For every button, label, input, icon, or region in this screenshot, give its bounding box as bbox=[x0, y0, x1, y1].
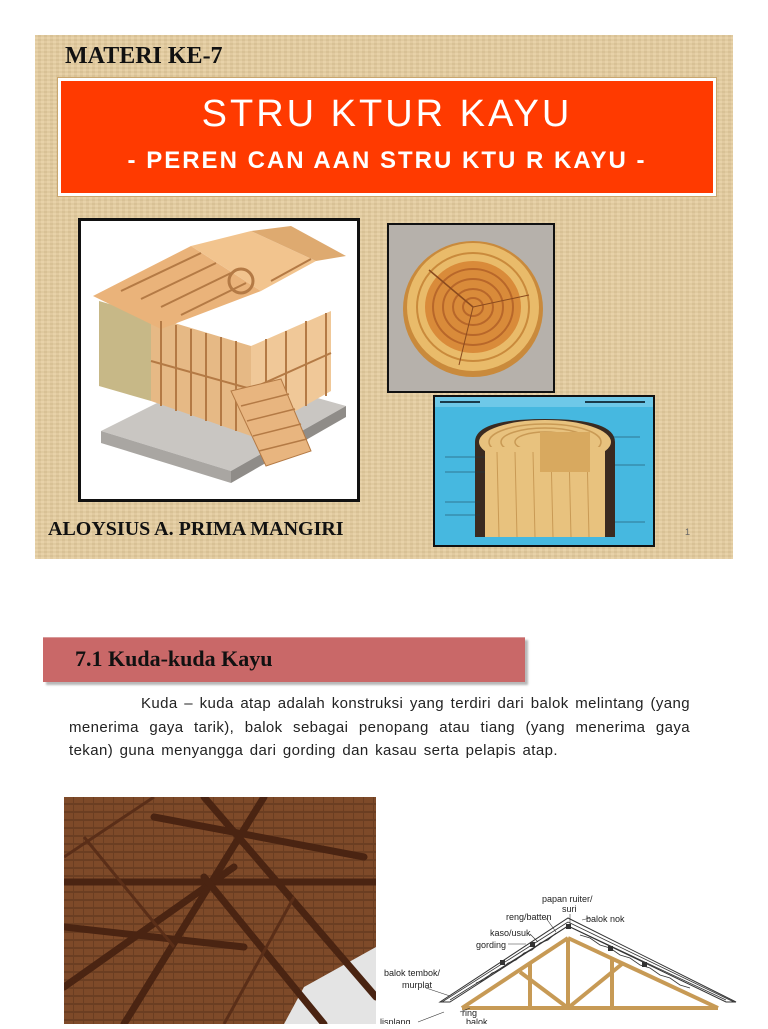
label-papan-ruiter: papan ruiter/ bbox=[542, 894, 593, 904]
materi-label: MATERI KE-7 bbox=[65, 43, 223, 69]
label-gording: gording bbox=[476, 940, 507, 950]
label-balok-nok: balok nok bbox=[586, 914, 625, 924]
house-framing-illustration bbox=[81, 221, 357, 499]
trunk-anatomy-illustration bbox=[435, 397, 653, 545]
roof-interior-illustration bbox=[64, 797, 376, 1024]
label-murplat: murplat bbox=[402, 980, 433, 990]
label-reng: reng/batten bbox=[506, 912, 552, 922]
roof-truss-diagram bbox=[380, 880, 768, 1024]
log-cross-section-image bbox=[387, 223, 555, 393]
label-ring: ring bbox=[462, 1008, 478, 1018]
tree-rings-illustration bbox=[389, 225, 553, 391]
tree-trunk-anatomy-image bbox=[433, 395, 655, 547]
section-header bbox=[43, 637, 525, 682]
slide-title: STRU KTUR KAYU bbox=[201, 93, 573, 135]
roof-truss-photo bbox=[64, 797, 376, 1024]
label-kaso: kaso/usuk bbox=[490, 928, 531, 938]
slide-subtitle: - PEREN CAN AAN STRU KTU R KAYU - bbox=[127, 147, 647, 174]
house-framing-image bbox=[78, 218, 360, 502]
author-name: ALOYSIUS A. PRIMA MANGIRI bbox=[48, 518, 344, 540]
label-balok-tembok: balok tembok/ bbox=[384, 968, 441, 978]
title-slide bbox=[35, 35, 733, 559]
truss-diagram-illustration bbox=[380, 880, 768, 1024]
label-balok: balok bbox=[466, 1017, 488, 1024]
title-banner bbox=[58, 78, 716, 196]
label-lisplang: lisplang bbox=[380, 1017, 411, 1024]
page-number: 1 bbox=[685, 527, 691, 537]
label-suri: suri bbox=[562, 904, 577, 914]
section-title: 7.1 Kuda-kuda Kayu bbox=[75, 646, 273, 671]
section-paragraph: Kuda – kuda atap adalah konstruksi yang terdiri dari balok melintang (yang menerima gaya tarik), balok sebagai penopang atau tiang (yang menerima gaya tekan) guna menyangga dari gording dan kasau serta pelapis atap. bbox=[69, 695, 690, 759]
